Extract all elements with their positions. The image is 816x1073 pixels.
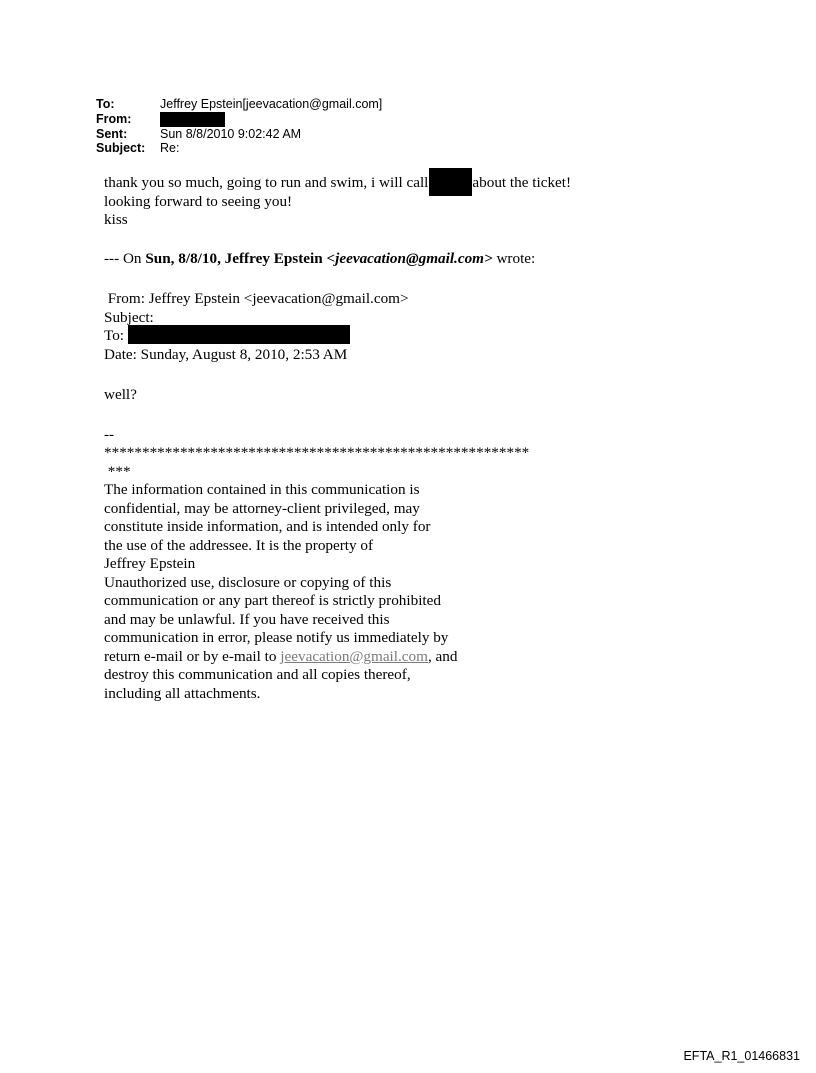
subject-row	[96, 141, 382, 156]
disclaimer-line: confidential, may be attorney-client privileged, may	[104, 499, 420, 517]
disclaimer-line: including all attachments.	[104, 684, 261, 702]
quoted-to-label: To:	[104, 327, 128, 344]
signature-dashes: --	[104, 425, 115, 443]
disclaimer-line: Unauthorized use, disclosure or copying of this	[104, 573, 392, 591]
from-label: From:	[96, 111, 132, 126]
from-row	[96, 112, 382, 127]
quoted-from: From: Jeffrey Epstein <jeevacation@gmail.com>	[104, 290, 409, 307]
redaction-box	[128, 325, 350, 344]
document-id: EFTA_R1_01466831	[683, 1049, 800, 1063]
reply-line: looking forward to seeing you!	[104, 192, 293, 210]
email-header	[96, 97, 382, 156]
signature-stars: ***	[104, 462, 131, 480]
to-label: To:	[96, 97, 115, 111]
disclaimer-line: and may be unlawful. If you have received this	[104, 610, 390, 628]
quoted-body: well?	[104, 385, 137, 403]
disclaimer-line	[104, 648, 704, 667]
quote-intro-suffix: wrote:	[492, 250, 536, 267]
redaction-box	[160, 112, 225, 127]
disclaimer-line: communication or any part thereof is strictly prohibited	[104, 592, 441, 609]
quote-intro-prefix: --- On	[104, 250, 146, 267]
subject-value: Re:	[160, 141, 180, 156]
reply-line: kiss	[104, 211, 128, 228]
email-body	[104, 174, 704, 703]
disclaimer-line: the use of the addressee. It is the property of	[104, 536, 374, 554]
disclaimer-text: return e-mail or by e-mail to	[104, 647, 281, 665]
redaction-box	[429, 168, 472, 196]
reply-text: thank you so much, going to run and swim, i will call	[104, 174, 429, 191]
subject-label: Subject:	[96, 141, 146, 156]
sent-row	[96, 127, 382, 142]
reply-line	[104, 174, 704, 193]
disclaimer-line: Jeffrey Epstein	[104, 555, 196, 572]
quote-intro-email: <jeevacation@gmail.com>	[326, 250, 493, 267]
sent-label: Sent:	[96, 126, 128, 141]
disclaimer-text: , and	[427, 647, 458, 665]
quote-intro-sender: Sun, 8/8/10, Jeffrey Epstein	[145, 250, 327, 267]
to-value: Jeffrey Epstein[jeevacation@gmail.com]	[160, 97, 383, 111]
signature-stars: ********************************************************	[104, 444, 530, 461]
quote-intro	[104, 250, 704, 269]
reply-text: about the ticket!	[472, 174, 572, 191]
disclaimer-line: communication in error, please notify us immediately by	[104, 629, 449, 646]
to-row	[96, 97, 382, 112]
quoted-date: Date: Sunday, August 8, 2010, 2:53 AM	[104, 345, 348, 363]
disclaimer-line: The information contained in this communication is	[104, 481, 420, 498]
disclaimer-line: destroy this communication and all copies thereof,	[104, 666, 411, 683]
email-link[interactable]: jeevacation@gmail.com	[280, 647, 428, 665]
quoted-to	[104, 327, 704, 346]
quoted-subject: Subject:	[104, 308, 154, 326]
sent-value: Sun 8/8/2010 9:02:42 AM	[160, 126, 302, 141]
disclaimer-line: constitute inside information, and is intended only for	[104, 518, 431, 535]
